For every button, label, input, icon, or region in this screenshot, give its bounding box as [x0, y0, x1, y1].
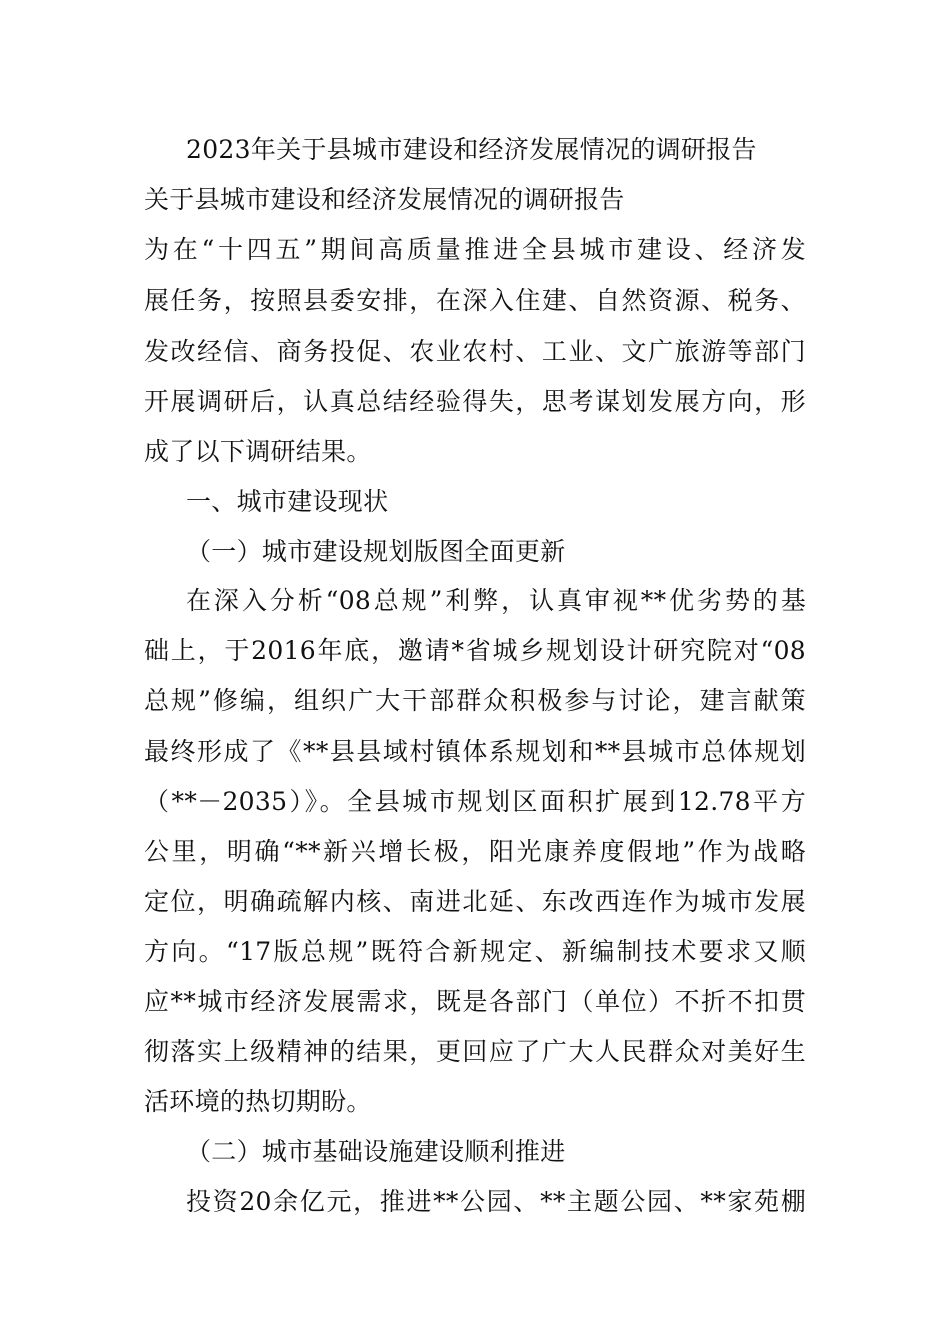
subsection-heading: （一）城市建设规划版图全面更新	[186, 537, 566, 566]
document-title: 2023年关于县城市建设和经济发展情况的调研报告	[186, 135, 757, 164]
paragraph-line-4: 最终形成了《**县县域村镇体系规划和**县城市总体规划	[144, 737, 806, 766]
paragraph-line-6: 公里，明确“**新兴增长极，阳光康养度假地”作为战略	[144, 837, 806, 866]
section-heading: 一、城市建设现状	[186, 487, 389, 516]
paragraph-line-5: （**－2035）》。全县城市规划区面积扩展到12.78平方	[144, 787, 806, 816]
paragraph-line-8: 方向。“17版总规”既符合新规定、新编制技术要求又顺	[144, 937, 806, 966]
paragraph-line-7: 定位，明确疏解内核、南进北延、东改西连作为城市发展	[144, 887, 806, 916]
document-subtitle: 关于县城市建设和经济发展情况的调研报告	[144, 185, 625, 214]
paragraph-line-9: 应**城市经济发展需求，既是各部门（单位）不折不扣贯	[144, 987, 806, 1016]
paragraph-line-1: 在深入分析“08总规”利弊，认真审视**优劣势的基	[186, 586, 806, 615]
subsection-heading: （二）城市基础设施建设顺利推进	[186, 1137, 566, 1166]
intro-line-1: 为在“十四五”期间高质量推进全县城市建设、经济发	[144, 235, 806, 264]
paragraph-line-2: 础上，于2016年底，邀请*省城乡规划设计研究院对“08	[144, 636, 806, 665]
paragraph-line-3: 总规”修编，组织广大干部群众积极参与讨论，建言献策	[144, 686, 806, 715]
paragraph-line: 投资20余亿元，推进**公园、**主题公园、**家苑棚	[186, 1187, 806, 1216]
intro-line-4: 开展调研后，认真总结经验得失，思考谋划发展方向，形	[144, 387, 806, 416]
paragraph-line-11: 活环境的热切期盼。	[144, 1087, 372, 1116]
intro-line-3: 发改经信、商务投促、农业农村、工业、文广旅游等部门	[144, 337, 806, 366]
intro-line-2: 展任务，按照县委安排，在深入住建、自然资源、税务、	[144, 286, 806, 315]
intro-line-5: 成了以下调研结果。	[144, 437, 372, 466]
paragraph-line-10: 彻落实上级精神的结果，更回应了广大人民群众对美好生	[144, 1037, 806, 1066]
